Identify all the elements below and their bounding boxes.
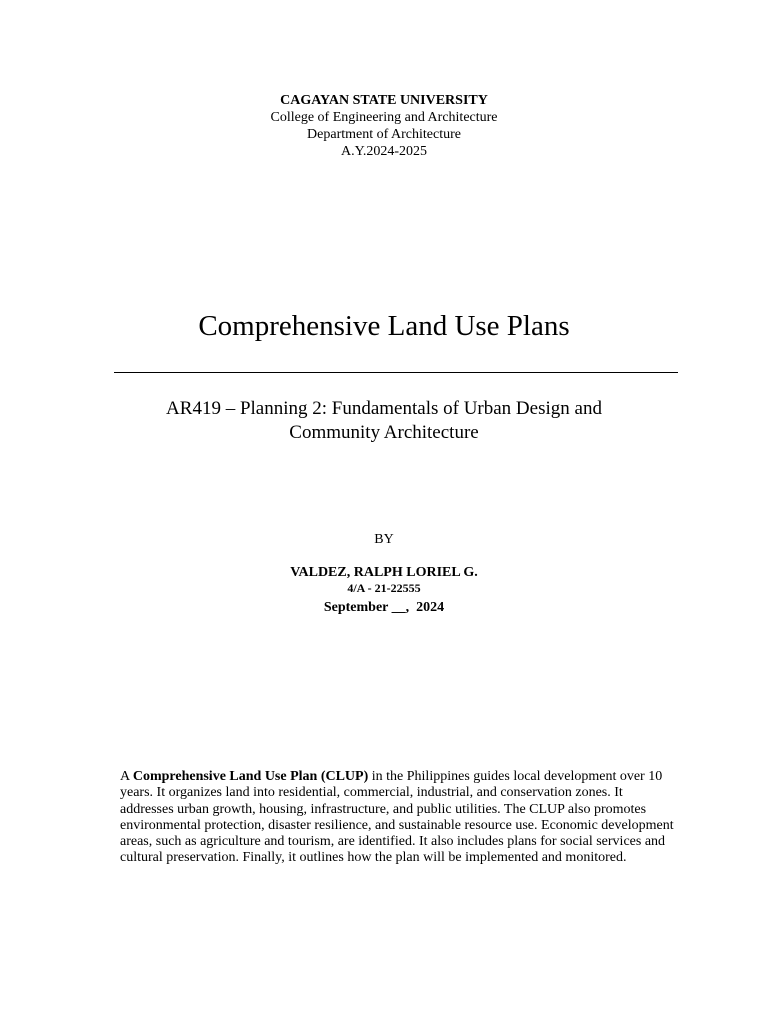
course-title-line-2: Community Architecture [289,422,479,443]
byline: BY [374,532,394,547]
document-title: Comprehensive Land Use Plans [198,310,570,342]
abstract-paragraph [120,769,676,867]
author-name: VALDEZ, RALPH LORIEL G. [290,565,478,580]
title-divider [114,372,678,373]
abstract-term: Comprehensive Land Use Plan (CLUP) [132,769,369,784]
course-title [0,397,768,445]
course-title-line-1: AR419 – Planning 2: Fundamentals of Urban Design and [166,398,602,419]
student-section-id: 4/A - 21-22555 [347,581,421,595]
university-name: CAGAYAN STATE UNIVERSITY [280,93,488,108]
department-name: Department of Architecture [307,127,461,142]
institution-header [0,92,768,160]
submission-date: September __, 2024 [323,600,445,615]
academic-year: A.Y.2024-2025 [340,144,428,159]
abstract-prefix: A [120,769,133,784]
college-name: College of Engineering and Architecture [270,110,498,125]
abstract-body: in the Philippines guides local development over 10 years. It organizes land into residential, commercial, industrial, and conservation zones. It addresses urban growth, housing, infrastructure, and public utilities. The CLUP also promotes environmental protection, disaster resilience, and sustainable resource use. Economic development areas, such as agriculture and tourism, are identified. It also includes plans for social services and cultural preservation. Finally, it outlines how the plan will be implemented and monitored. [120,769,674,866]
